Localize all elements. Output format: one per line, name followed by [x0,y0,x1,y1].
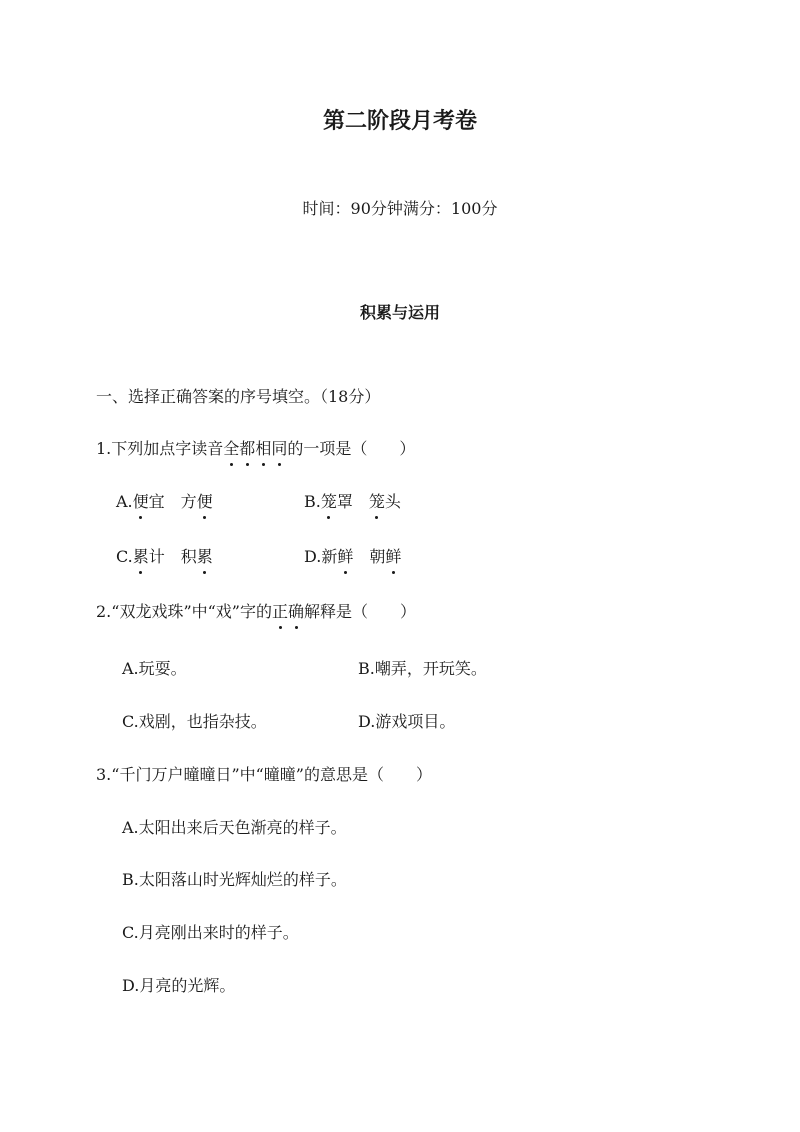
q1-dotted-char: 相 [255,436,271,459]
q2-option-a: A.玩耍。 [122,659,187,678]
part1-heading: 一、选择正确答案的序号填空。（18分） [96,387,381,406]
dotted-char: 鲜 [385,544,401,567]
option-label: D.新 [304,547,338,566]
q1-option-c [116,544,213,567]
q3-option-b: B.太阳落山时光辉灿烂的样子。 [122,870,347,889]
option-text: 计 积 [148,547,197,566]
q2-dotted-char: 正 [272,599,288,622]
q2-stem [96,599,416,622]
q3-option-c: C.月亮刚出来时的样子。 [122,923,299,942]
q3-option-a: A.太阳出来后天色渐亮的样子。 [122,818,347,837]
dotted-char: 累 [133,544,149,567]
q1-stem [96,436,415,459]
option-text: 头 [384,492,401,511]
q1-dotted-char: 都 [239,436,255,459]
q1-stem-suffix: 的一项是（ ） [287,439,416,458]
q1-option-d [304,544,401,567]
q1-dotted-char: 全 [223,436,239,459]
q2-option-c: C.戏剧，也指杂技。 [122,712,267,731]
q2-stem-prefix: 2.“双龙戏珠”中“戏”字的 [96,602,272,621]
option-label: C. [116,547,133,566]
q3-stem: 3.“千门万户曈曈日”中“曈曈”的意思是（ ） [96,765,432,784]
q1-option-a [116,489,213,512]
q2-option-b: B.嘲弄，开玩笑。 [358,659,487,678]
q1-stem-prefix: 1.下列加点字读音 [96,439,224,458]
dotted-char: 累 [197,544,213,567]
q2-dotted-char: 确 [288,599,304,622]
dotted-char: 笼 [369,489,385,512]
dotted-char: 笼 [321,489,337,512]
option-label: A. [116,492,133,511]
q1-option-b [304,489,401,512]
option-label: B. [304,492,321,511]
section-heading: 积累与运用 [359,303,440,322]
dotted-char: 便 [133,489,149,512]
dotted-char: 便 [197,489,213,512]
option-text: 宜 方 [148,492,197,511]
q2-option-d: D.游戏项目。 [358,712,456,731]
q2-stem-suffix: 解释是（ ） [304,602,417,621]
option-text: 朝 [353,547,386,566]
page-title: 第二阶段月考卷 [322,109,477,134]
option-text: 罩 [336,492,369,511]
exam-meta: 时间：90分钟满分：100分 [302,199,498,218]
dotted-char: 鲜 [337,544,353,567]
q3-option-d: D.月亮的光辉。 [122,976,236,995]
q1-dotted-char: 同 [271,436,287,459]
